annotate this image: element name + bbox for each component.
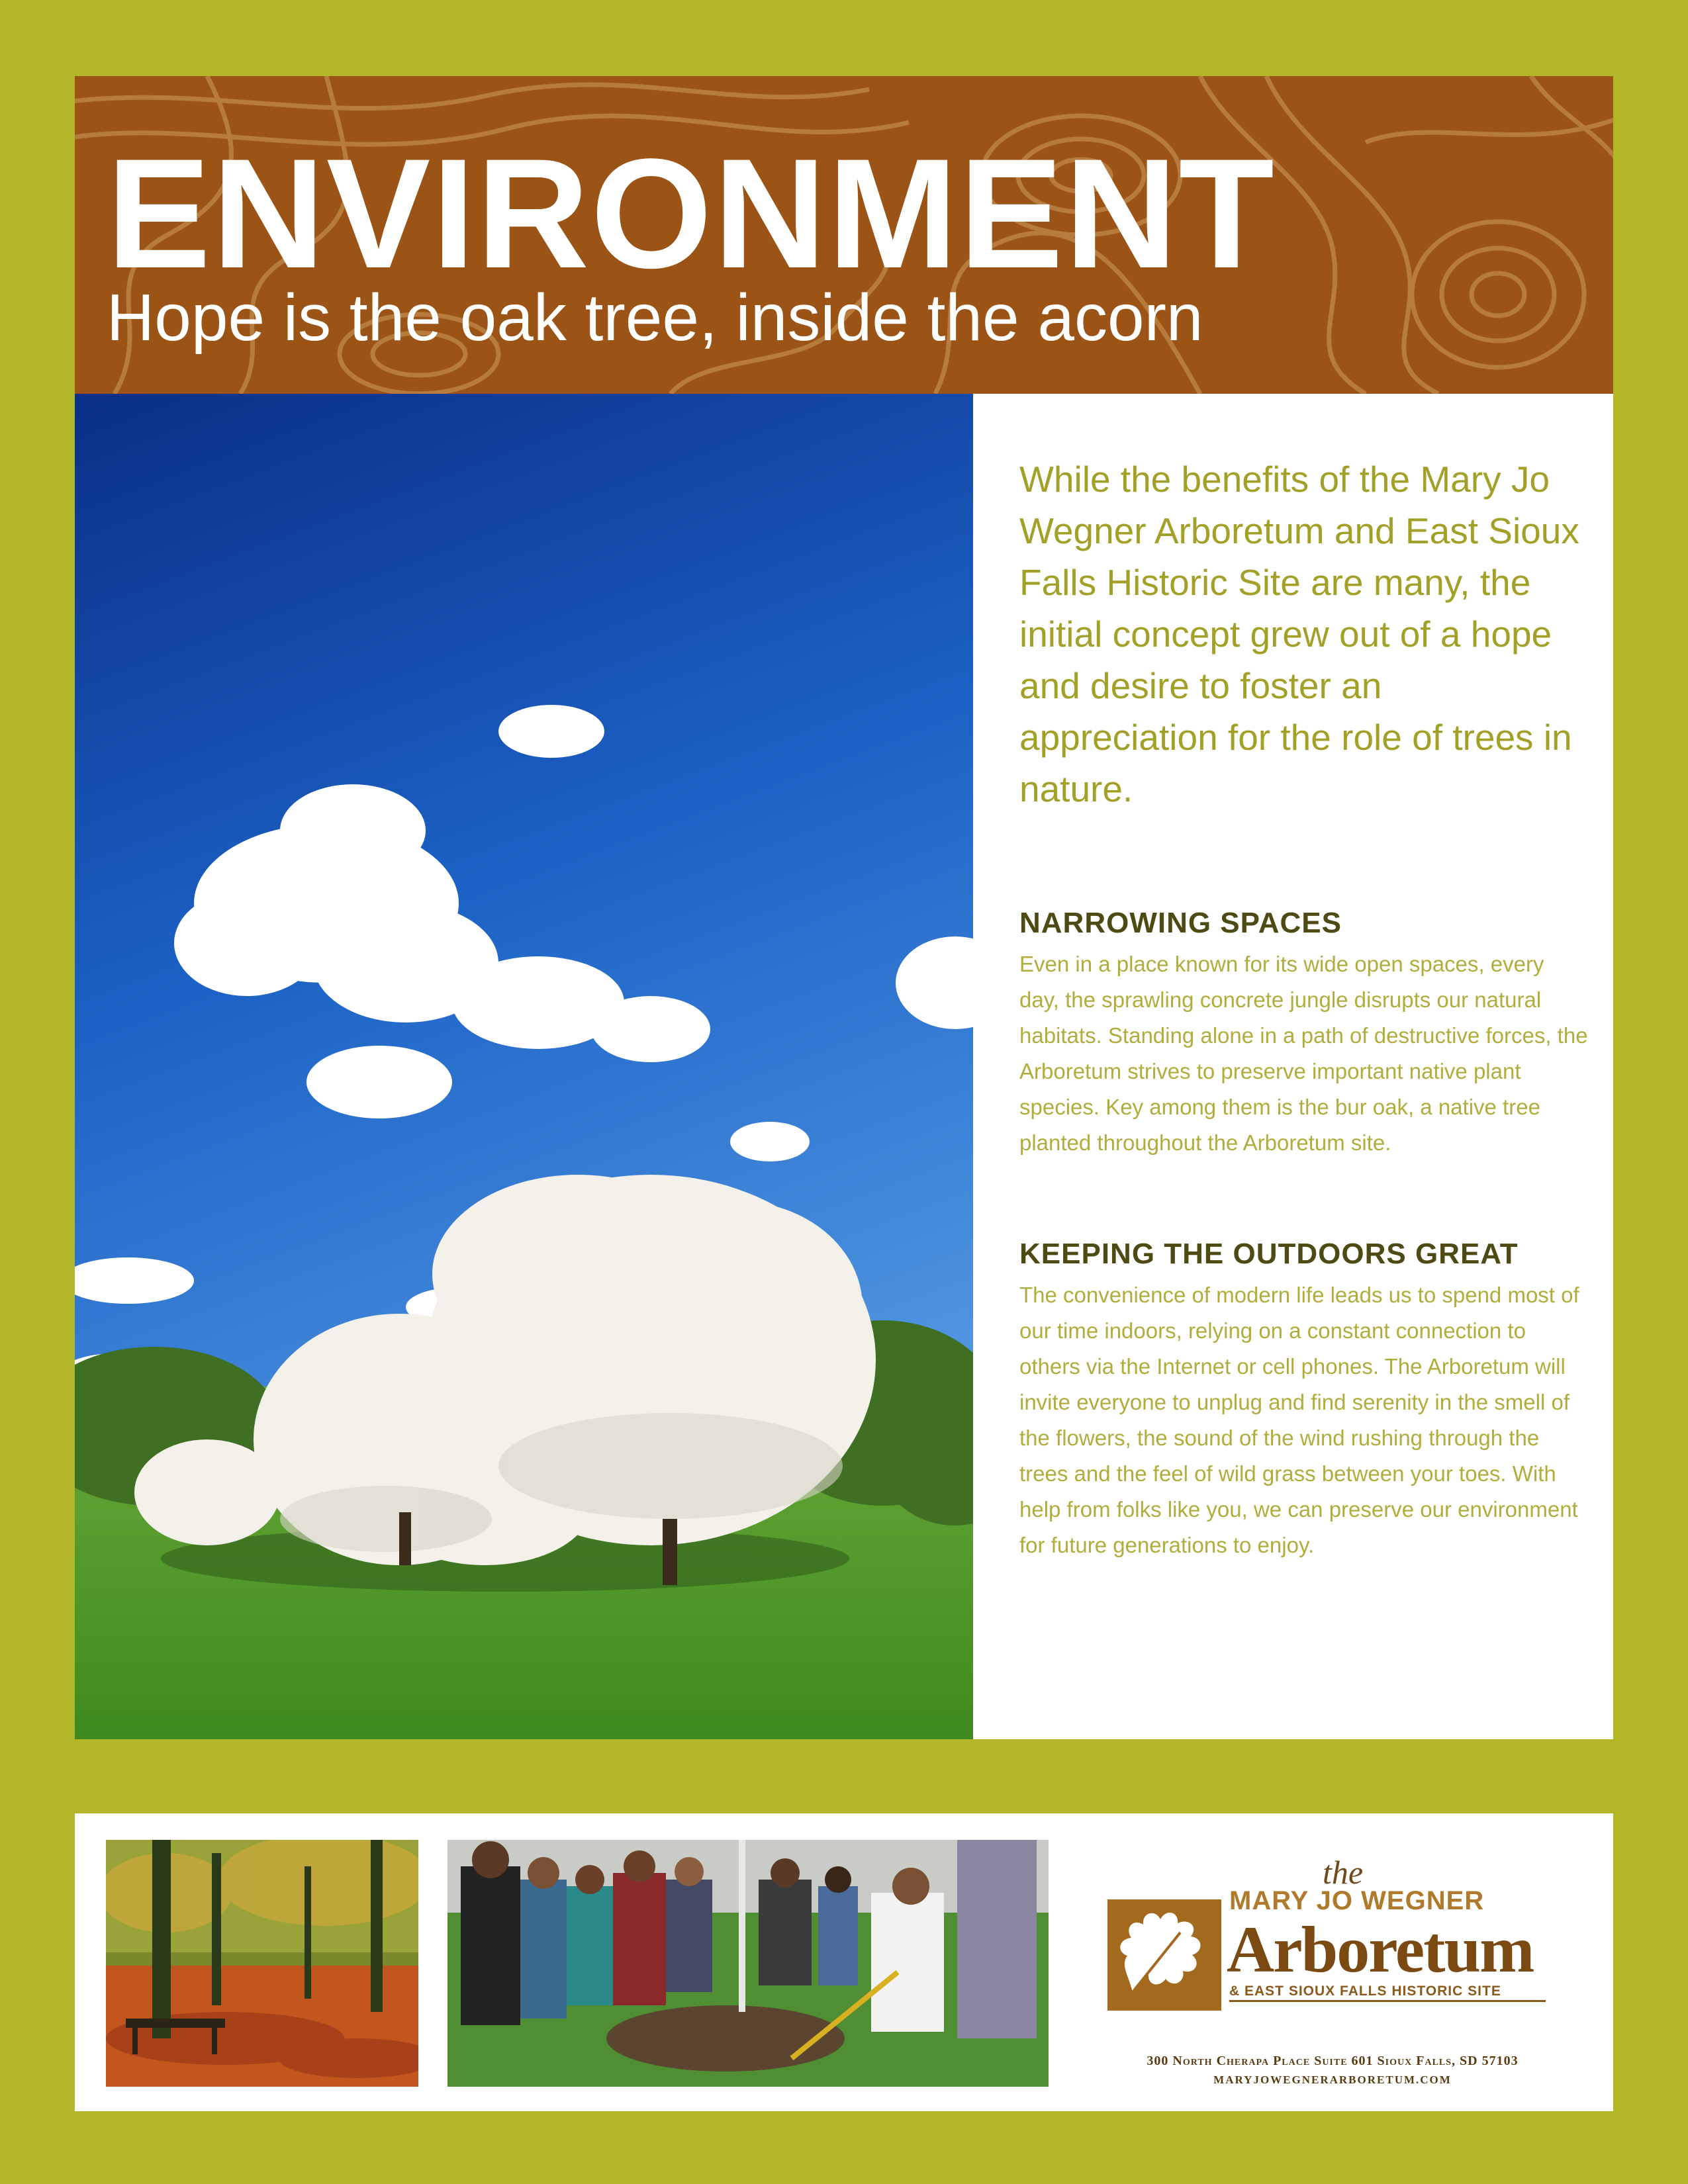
page-title: ENVIRONMENT [107,126,1276,301]
hero-photo-blossoming-trees [75,394,973,1739]
website-url: MARYJOWEGNERARBORETUM.COM [1213,2073,1452,2086]
article-panel [973,394,1613,1739]
tree-planting-students-photo [447,1840,1049,2087]
autumn-woods-photo [106,1840,418,2087]
logo-the: the [1323,1854,1364,1891]
logo-divider [1229,2000,1546,2002]
logo-arboretum: Arboretum [1227,1913,1534,1986]
section-body-narrowing-spaces: Even in a place known for its wide open spaces, every day, the sprawling concrete jungle disrupts our natural habitats. Standing alone in a path of destructive forces, the Arboretum strives to preserve important native plant species. Key among them is the bur oak, a native tree planted throughout the Arboretum site. [1019,952,1588,1155]
oak-leaf-icon [1107,1899,1221,2011]
intro-paragraph: While the benefits of the Mary Jo Wegner Arboretum and East Sioux Falls Historic Site are many, the initial concept grew out of a hope and desire to foster an appreciation for the role of trees in nature. [1019,459,1579,809]
page-tagline: Hope is the oak tree, inside the acorn [107,281,1203,355]
section-heading-keeping-outdoors-great: KEEPING THE OUTDOORS GREAT [1019,1238,1519,1270]
header-banner [75,76,1613,394]
section-heading-narrowing-spaces: NARROWING SPACES [1019,907,1342,939]
arboretum-logo [1107,1853,1558,2091]
street-address: 300 North Cherapa Place Suite 601 Sioux Falls, SD 57103 [1147,2054,1519,2068]
logo-name: MARY JO WEGNER [1229,1886,1485,1915]
footer-strip [75,1813,1613,2111]
section-body-keeping-outdoors-great: The convenience of modern life leads us to spend most of our time indoors, relying on a constant connection to others via the Internet or cell phones. The Arboretum will invite everyone to unplug and find serenity in the smell of the flowers, the sound of the wind rushing through the trees and the feel of wild grass between your toes. With help from folks like you, we can preserve our environment for future generations to enjoy. [1019,1283,1579,1557]
logo-site-name: & EAST SIOUX FALLS HISTORIC SITE [1229,1983,1501,1999]
